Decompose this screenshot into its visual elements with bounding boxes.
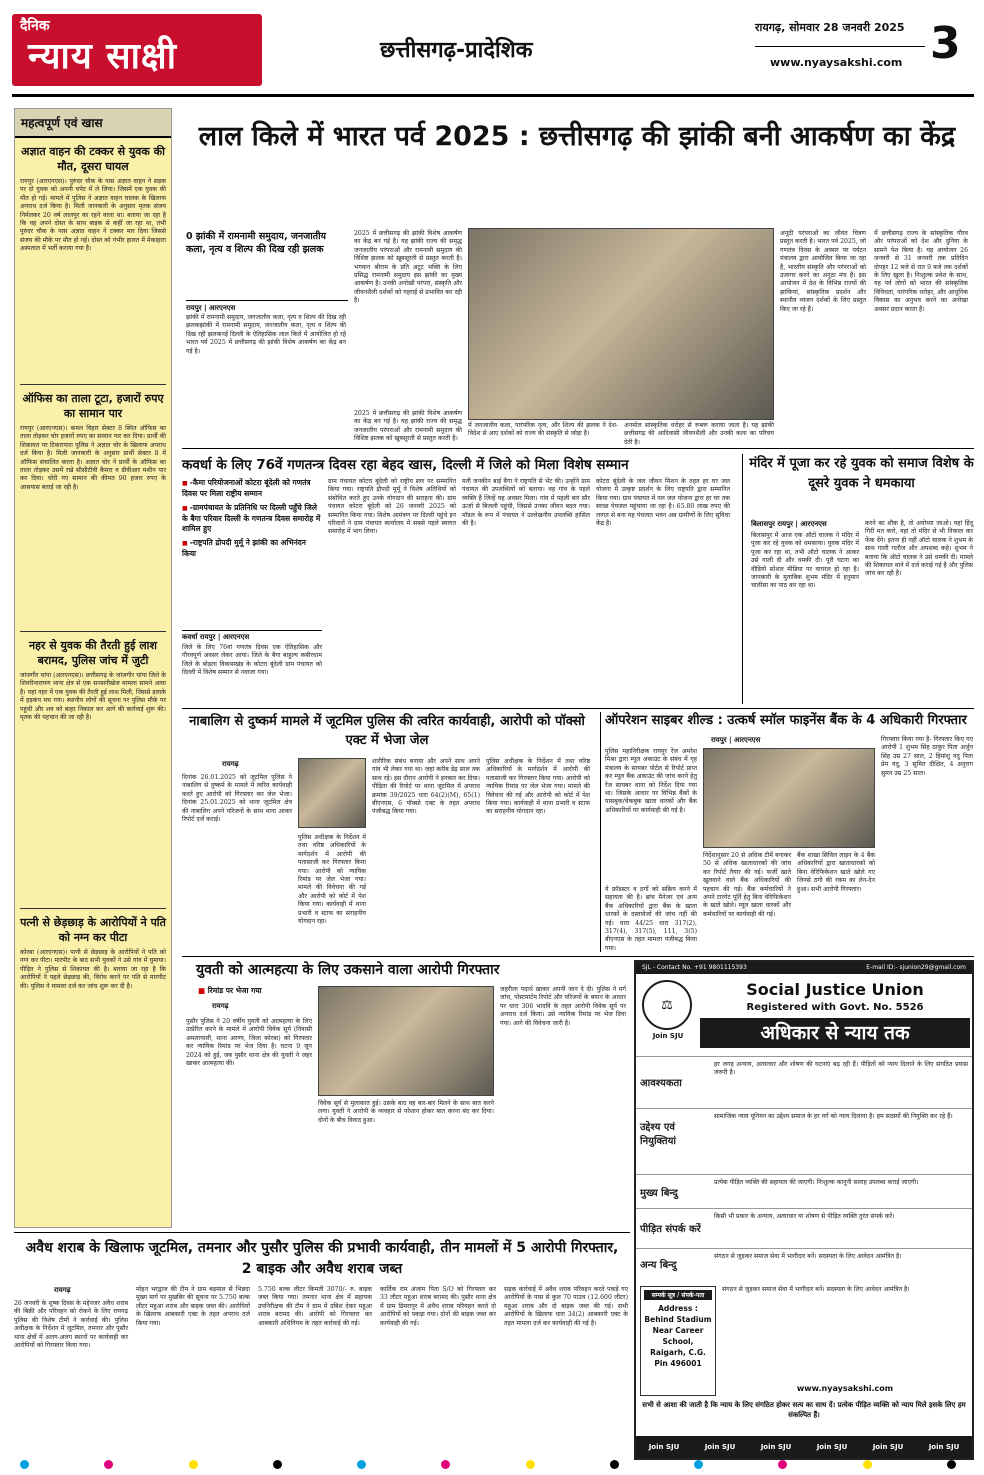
sju-row-text: हर जगह अन्याय, अत्याचार और शोषण की घटनाएं बढ़ रही हैं। पीड़ितों को न्याय दिलाने के लिए संगठित प्रयास जरूरी है। — [714, 1061, 968, 1077]
reg-dot — [441, 1460, 450, 1469]
temple-body: करने का शौक है, तो अयोध्या जाओ। यहां हिंदू गिरी मत करो, यहां तो मंदिर से भी निकाल कर फेंक देंगे। इतना ही नहीं ऑटो चालक ने शुभम के साथ गाली गलौज और अपशब्द कहे। शुभम ने बताया कि ऑटो चालक ने उसे धमकी दी। मामले की शिकायत थाने में दर्ज कराई गई है और पुलिस जांच कर रही है। — [865, 520, 973, 578]
liquor-body: कार्तिक राम अंजाम पिता S/O को गिरफ्तार कर 33 लीटर महुआ शराब बरामद की। पुसौर थाना क्षेत्र में ग्राम ढिमरापुर में अवैध शराब परिवहन करते दो आरोपियों को पकड़ा गया। दोनों की बाइक जब्त कर कार्यवाही की गई। — [380, 1286, 496, 1327]
registration-marks — [20, 1460, 964, 1470]
sju-banner: अधिकार से न्याय तक — [700, 1018, 970, 1048]
suicide-headline: युवती को आत्महत्या के लिए उकसाने वाला आरोपी गिरफ्तार — [196, 962, 500, 978]
section-rule — [182, 708, 974, 709]
temple-story[interactable] — [742, 454, 974, 704]
kawardha-story[interactable] — [182, 454, 732, 704]
temple-headline: मंदिर में पूजा कर रहे युवक को समाज विशेष के दूसरे युवक ने धमकाया — [749, 456, 974, 491]
cyber-headline: ऑपरेशन साइबर शील्ड : उत्कर्ष स्मॉल फाइनेंस बैंक के 4 अधिकारी गिरफ्तार — [605, 713, 967, 728]
section-rule — [182, 448, 974, 449]
sju-row — [636, 1056, 972, 1108]
kawardha-bullet: ■ -कैमा परियोजनाओं कोटरा बूंदेली को गणतंत्र दिवस पर मिला राष्ट्रीय सम्मान — [182, 478, 322, 499]
masthead-prefix: दैनिक — [20, 18, 50, 34]
lead-photo-tableau — [468, 228, 774, 420]
reg-dot — [104, 1460, 113, 1469]
cyber-dateline: रायपुर | आरएनएस — [711, 736, 761, 744]
temple-dateline: बिलासपुर रायपुर | आरएनएस — [751, 520, 827, 528]
sju-row-label: आवश्यकता — [640, 1078, 682, 1089]
sidebar-story-title: अज्ञात वाहन की टक्कर से युवक की मौत, दूसरा घायल — [21, 145, 165, 173]
sju-join-chip[interactable]: Join SJU — [704, 1443, 736, 1451]
suicide-kicker: ■ रिमांड पर भेजा गया — [198, 986, 262, 995]
reg-dot — [526, 1460, 535, 1469]
lead-body: 2025 में छत्तीसगढ़ की झांकी विशेष आकर्षण का केंद्र बन गई है। यह झांकी राज्य की समृद्ध जनजातीय परंपराओं और रामनामी समुदाय की विशिष्ट झलक को खूबसूरती से प्रस्तुत करती है। भगवान श्रीराम के प्रति अटूट भक्ति के लिए प्रसिद्ध रामनामी समुदाय इस झांकी का मुख्य आकर्षण है। उनकी अनोखी परंपरा, संस्कृति और जीवनशैली दर्शकों को गहराई से प्रभावित कर रही है। — [354, 230, 462, 305]
liquor-story[interactable] — [14, 1236, 630, 1452]
sidebar-story-body: रायपुर (आरएनएस)। कमल विहार सेक्टर 8 स्थित ऑफिस का ताला तोड़कर चोर हजारों रुपए का सामान पार कर दिया। प्रार्थी की शिकायत पर टिकरापारा पुलिस ने अज्ञात चोर के खिलाफ अपराध दर्ज किया है। मिली जानकारी के अनुसार प्रार्थी सेक्टर 8 में ऑफिस संचालित करता है। अज्ञात चोर ने प्रार्थी के ऑफिस का ताला तोड़कर उसमें रखे सीसीटीवी कैमरा व डीवीआर मशीन पार कर दिया। चोरी गए सामान की कीमत 90 हजार रुपए के आसपास बताई जा रही है। — [20, 425, 166, 491]
sju-join-chip[interactable]: Join SJU — [760, 1443, 792, 1451]
reg-dot — [357, 1460, 366, 1469]
sidebar-story-body: कोरबा (आरएनएस)। पत्नी से छेड़छाड़ के आरोपियों ने पति को नग्न कर पीटा। मारपीट के बाद सभी युवकों ने उसे गांव में घुमाया। पीड़ित ने पुलिस से शिकायत की है। बताया जा रहा है कि आरोपियों ने पहले छेड़छाड़ की, विरोध करने पर पति से मारपीट की। पुलिस ने मामला दर्ज कर जांच शुरू कर दी है। — [20, 949, 166, 990]
liquor-body: सड़क कार्रवाई में अवैध शराब परिवहन करते पकड़े गए आरोपियों के पास से कुल 70 पाउच (12.600 लीटर) महुआ शराब और दो बाइक जब्त की गई। सभी आरोपियों के खिलाफ धारा 34(2) आबकारी एक्ट के तहत मामला दर्ज कर कार्यवाही की गई है। — [504, 1286, 628, 1327]
sju-footer: सभी से आशा की जाती है कि न्याय के लिए संगठित होकर सत्य का साथ दें। प्रत्येक पीड़ित व्यक्ति को न्याय मिले इसके लिए हम संकल्पित हैं। — [642, 1400, 966, 1419]
lead-dateline: रायपुर | आरएनएस — [186, 300, 348, 313]
sju-org-name: Social Justice Union — [746, 980, 924, 999]
kawardha-body: जिले के लिए 76वां गणतंत्र दिवस एक ऐतिहासिक और गौरवपूर्ण अवसर लेकर आया। जिले के बैगा बाहुल्य कबीरधाम जिले के बोड़ला विकासखंड के कोटरा बूंदेली ग्राम पंचायत को दिल्ली में विशेष सम्मान से नवाजा गया। — [182, 644, 322, 677]
reg-dot — [273, 1460, 282, 1469]
temple-body: बिलासपुर में आज एक ऑटो चालक ने मंदिर में पूजा कर रहे युवक को धमकाया। युवक मंदिर में पूजा कर रहा था, तभी ऑटो चालक ने आकर उसे गाली दी और धमकी दी। पूरी घटना का वीडियो सोशल मीडिया पर वायरल हो रहा है। जानकारी के मुताबिक शुभम मंदिर में हनुमान चालीसा का पाठ कर रहा था। — [751, 532, 859, 590]
reg-dot — [694, 1460, 703, 1469]
liquor-body: मोहन भरद्वाज की टीम ने ग्राम बड़माल से भिन्नदा मुख्य मार्ग पर मुखबिर की सूचना पर 5.750 बल्क लीटर महुआ शराब और बाइक जब्त की। आरोपियों के खिलाफ आबकारी एक्ट के तहत अपराध दर्ज किया गया। — [136, 1286, 250, 1327]
page-number: 3 — [930, 18, 961, 69]
kawardha-headline: कवर्धा के लिए 76वें गणतन्त्र दिवस रहा बेहद खास, दिल्ली में जिले को मिला विशेष सम्मान — [182, 457, 629, 473]
dateline: रायगढ़, सोमवार 28 जनवरी 2025 — [755, 21, 905, 34]
section-rule — [182, 956, 974, 957]
reg-dot — [863, 1460, 872, 1469]
sju-contact-bar — [636, 962, 972, 974]
cyber-body: ये फ्रॉडस्टर व ठगों को सक्रिय करने में सहायता की है। ब्रांच मैनेजर एवं अन्य बैंक अधिकारियों द्वारा बैंक के खाता धारकों के दस्तावेजों की जांच नहीं की गई। धारा 44/25 धारा 317(2), 317(4), 317(5), 111, 3(5) बीएनएस के तहत मामला पंजीबद्ध किया गया। — [605, 886, 697, 952]
kawardha-dateline: कवर्धा रायपुर | आरएनएस — [182, 630, 322, 642]
cyber-photo-officers — [703, 748, 875, 848]
sju-row — [636, 1174, 972, 1208]
lead-body: में छत्तीसगढ़ राज्य के सांस्कृतिक गौरव और परंपराओं को देश और दुनिया के सामने पेश किया है। यह आयोजन 26 जनवरी से 31 जनवरी तक प्रतिदिन दोपहर 12 बजे से रात 9 बजे तक दर्शकों के लिए खुला है। निःशुल्क प्रवेश के साथ, यह पर्व लोगों को भारत की सांस्कृतिक विविधता, पारंपरिक धरोहर, और आधुनिक विकास का अनुभव करने का अनोखा अवसर प्रदान करता है। — [874, 230, 968, 313]
sju-join-label[interactable]: Join SJU — [652, 1032, 684, 1040]
section-title: छत्तीसगढ़-प्रादेशिक — [380, 38, 533, 63]
sju-join-chip[interactable]: Join SJU — [648, 1443, 680, 1451]
sju-ad[interactable] — [634, 960, 974, 1460]
sidebar-story[interactable] — [15, 638, 171, 902]
sju-join-chip[interactable]: Join SJU — [816, 1443, 848, 1451]
sju-row-text: प्रत्येक पीड़ित व्यक्ति की सहायता की जाएगी। निःशुल्क कानूनी सलाह उपलब्ध कराई जाएगी। — [714, 1179, 919, 1186]
website-link[interactable]: www.nyaysakshi.com — [770, 56, 903, 69]
sju-points: संगठन से जुड़कर समाज सेवा में भागीदार बनें। सदस्यता के लिए आवेदन आमंत्रित है। — [722, 1286, 910, 1293]
sidebar-story-title: पत्नी से छेड़छाड़ के आरोपियों ने पति को नग्न कर पीटा — [20, 916, 166, 944]
suicide-body: पुसौर पुलिस ने 20 वर्षीय युवती को आत्महत्या के लिए उत्प्रेरित करने के मामले में आरोपी विवेक सूर्य (निवासी अमलापाली, थाना अरण्य, जिला कोरबा) को गिरफ्तार कर न्यायिक रिमांड पर भेज दिया है। घटना 9 जून 2024 को हुई, जब पुसौर थाना क्षेत्र की युवती ने जहर खाकर आत्महत्या की। — [186, 1018, 312, 1068]
sidebar-story-title: ऑफिस का ताला टूटा, हजारों रुपए का सामान पार — [22, 392, 164, 420]
lead-body: झांकी में रामनामी समुदाय, जनजातीय कला, नृत्य व शिल्प की दिख रही झलकझांकी में रामनामी समुदाय, जनजातीय कला, नृत्य व शिल्प की दिख रही झलकनई दिल्ली के ऐतिहासिक लाल किले में आयोजित हो रहे भारत पर्व 2025 में छत्तीसगढ़ की झांकी विशेष आकर्षण का केंद्र बन गई है। — [186, 314, 346, 355]
sju-website[interactable]: www.nyaysakshi.com — [796, 1384, 894, 1393]
lead-story[interactable] — [182, 112, 972, 446]
liquor-headline: अवैध शराब के खिलाफ जूटमिल, तमनार और पुसौर पुलिस की प्रभावी कार्यवाही, तीन मामलों में 5 आरोपी गिरफ्तार, 2 बाइक और अवैध शराब जब्त — [25, 1240, 619, 1277]
sju-row — [636, 1248, 972, 1278]
masthead-title: न्याय साक्षी — [28, 36, 178, 77]
sju-row-label: मुख्य बिन्दु — [640, 1188, 678, 1199]
suicide-dateline: रायगढ़ — [212, 1002, 229, 1010]
suicide-story[interactable] — [182, 960, 628, 1228]
pocso-photo — [298, 758, 366, 828]
masthead-logo[interactable] — [12, 14, 262, 86]
reg-dot — [610, 1460, 619, 1469]
sju-email: E-mail ID:- sjunion29@gmail.com — [866, 964, 966, 971]
sidebar-story[interactable] — [15, 391, 171, 625]
sidebar-story[interactable] — [15, 915, 171, 1229]
sidebar — [14, 108, 172, 1228]
sju-logo: ⚖ — [642, 980, 692, 1030]
lead-headline: लाल किले में भारत पर्व 2025 : छत्तीसगढ़ की झांकी बनी आकर्षण का केंद्र — [198, 121, 956, 152]
sju-row-text: संगठन से जुड़कर समाज सेवा में भागीदार बनें। सदस्यता के लिए आवेदन आमंत्रित है। — [714, 1253, 902, 1260]
sidebar-story-body: जांजगीर चांपा (आरएनएस)। छत्तीसगढ़ के जांजगीर चांपा जिले के शिवरीनारायण थाना क्षेत्र से एक सनसनीखेज मामला सामने आया है। यहां नहर में एक युवक की तैरती हुई लाश मिली, जिससे इलाके में हड़कंप मच गया। स्थानीय लोगों की सूचना पर पुलिस मौके पर पहुंची और शव को बाहर निकाल कर आगे की कार्रवाई शुरू की। मृतक की पहचान की जा रही है। — [20, 672, 166, 722]
cyber-body: पुलिस महानिरीक्षक रायपुर रेंज अमरेश मिश्रा द्वारा म्यूल अकाउंट के संबंध में गृह मंत्रालय के सायबर पोर्टल से रिपोर्ट प्राप्त कर म्यूल बैंक अकाउंट की जांच करने हेतु रेंज सायबर थाना को निर्देश दिया गया था। जिसके आधार पर विभिन्न बैंकों के पासबुक/चेकबुक खाता धारकों और बैंक अधिकारियों पर कार्यवाही की गई है। — [605, 748, 697, 814]
suicide-photo — [318, 986, 494, 1096]
liquor-body: 26 जनवरी के शुष्क दिवस के मद्देनजर अवैध शराब की बिक्री और परिवहन को रोकने के लिए रायगढ़ पुलिस की विशेष टीमों ने कार्रवाई की। पुलिस अधीक्षक के निर्देशन में जूटमिल, तमनार और पुसौर थाना क्षेत्रों में अलग-अलग स्थानों पर कार्यवाही कर आरोपियों को गिरफ्तार किया गया। — [14, 1300, 128, 1350]
sju-row-label: पीड़ित संपर्क करें — [640, 1224, 701, 1235]
lead-body: अनूठी परंपराओं का जीवंत चित्रण प्रस्तुत करती है। भारत पर्व 2025, जो गणतंत्र दिवस के अवसर पर पर्यटन मंत्रालय द्वारा आयोजित किया जा रहा है, भारतीय संस्कृति और परंपराओं को उजागर करने का अनूठा मंच है। इस आयोजन में देश के विभिन्न राज्यों की झांकियां, सांस्कृतिक प्रदर्शन और स्थानीय व्यंजन दर्शकों के लिए प्रस्तुत किए जा रहे हैं। — [780, 230, 866, 313]
sidebar-story-body: रायपुर (आरएनएस)। पुरुंदर चौक के पास अज्ञात वाहन ने सड़क पर दो युवक को अपनी चपेट में ले लिया। जिसमें एक युवक की मौत हो गई। मामले में पुलिस ने अज्ञात वाहन चालक के खिलाफ अपराध दर्ज किया है। मिली जानकारी के अनुसार मृतक संजय निर्मलकर 20 वर्ष लालपुर का रहने वाला था। बताया जा रहा है कि वह अपने दोस्त के साथ बाइक से कहीं जा रहा था, तभी पुरुंदर चौक के पास अज्ञात वाहन ने टक्कर मार दिया जिससे संजय की मौके पर मौत हो गई। दोस्त को गंभीर हालत में मेकाहारा अस्पताल में भर्ती कराया गया है। — [20, 178, 166, 253]
sidebar-story-title: नहर से युवक की तैरती हुई लाश बरामद, पुलिस जांच में जुटी — [28, 639, 158, 667]
lead-caption: में जनजातीय कला, पारंपरिक नृत्य, और शिल्प की झलक ने देश-विदेश से आए दर्शकों को राज्य की संस्कृति से जोड़ा है। — [468, 422, 618, 438]
suicide-body: जहरीला पदार्थ खाकर अपनी जान दे दी। पुलिस ने मर्ग जांच, पोस्टमार्टम रिपोर्ट और परिजनों के बयान के आधार पर धारा 306 भादवि के तहत आरोपी विवेक सूर्य पर अपराध दर्ज किया। उसे न्यायिक रिमांड पर भेज दिया गया। आगे की विवेचना जारी है। — [500, 986, 626, 1027]
reg-dot — [947, 1460, 956, 1469]
sju-registration: Registered with Govt. No. 5526 — [746, 1002, 924, 1013]
sju-address: Address : Behind Stadium Near Career School, Raigarh, C.G. Pin 496001 — [644, 1304, 712, 1368]
sju-row — [636, 1108, 972, 1174]
sju-address-box — [640, 1286, 716, 1396]
cyber-body: बैंक शाखा सिविल लाइन के 4 बैंक अधिकारियों द्वारा खाताधारकों को बिना वेरिफिकेशन खाते खोले गए जिनसे ठगी की रकम का लेन-देन हुआ। सभी आरोपी गिरफ्तार। — [797, 852, 875, 893]
sju-join-strip — [636, 1436, 972, 1458]
liquor-body: 5.750 बल्क लीटर किमती 3070/- रु. बाइक जब्त किया गया। तमनार थाना क्षेत्र में सहायक उपनिरीक्षक की टीम ने ग्राम में दबिश देकर महुआ शराब बरामद की। आरोपी को गिरफ्तार कर आबकारी अधिनियम के तहत कार्रवाई की गई। — [258, 1286, 372, 1327]
lead-kicker: 0 झांकी में रामनामी समुदाय, जनजातीय कला, नृत्य व शिल्प की दिख रही झलक — [186, 231, 327, 255]
pocso-body: शारीरिक संबंध बनाया और अपने साथ अपने गांव भी लेकर गया था। जहां करीब डेढ़ साल तक साथ रहे। इस दौरान आरोपी ने इनकार कर दिया। पीड़िता की रिपोर्ट पर थाना जूटमिल में अपराध क्रमांक 39/2025 धारा 64(2)(M), 65(1) बीएनएस, 6 पॉक्सो एक्ट के तहत अपराध पंजीबद्ध किया गया। — [372, 758, 480, 816]
cyber-body: निर्देशानुसार 20 से अधिक टीमें बनाकर 50 से अधिक खाताधारकों की जांच कर रिपोर्ट तैयार की गई। फर्जी खाते खुलवाने वाले बैंक अधिकारियों की पहचान की गई। बैंक कर्मचारियों ने अपने टारगेट पूर्ति हेतु बिना वेरिफिकेशन के खाते खोले। म्यूल खाता धारकों और कर्मचारियों पर कार्यवाही की गई। — [703, 852, 791, 918]
sju-row-label: अन्य बिन्दु — [640, 1260, 677, 1271]
pocso-body: पुलिस अधीक्षक के निर्देशन में तथा वरिष्ठ अधिकारियों के मार्गदर्शन में आरोपी की पतासाजी कर गिरफ्तार किया गया। आरोपी को न्यायिक रिमांड पर जेल भेजा गया। मामले की विवेचना की गई और आरोपी को कोर्ट में पेश किया गया। कार्यवाही में थाना प्रभारी व स्टाफ का सराहनीय योगदान रहा। — [486, 758, 590, 816]
reg-dot — [20, 1460, 29, 1469]
cyber-story[interactable] — [600, 712, 974, 952]
sidebar-heading: महत्वपूर्ण एवं खास — [15, 109, 171, 138]
masthead-divider — [755, 46, 925, 47]
kawardha-body: कोटरा बूंदेली के जल जीवन मिशन के तहत हर घर जल योजना में उत्कृष्ट प्रदर्शन के लिए राष्ट्रपति द्वारा सम्मानित किया गया। ग्राम पंचायत में नल जल योजना द्वारा हर घर तक स्वच्छ पेयजल पहुंचाया जा रहा है। 65.80 लाख रुपए की लागत से बना यह पंचायत भवन अब ग्रामीणों के लिए सुविधा केंद्र है। — [596, 478, 730, 528]
sju-row-text: किसी भी प्रकार के अन्याय, अत्याचार या शोषण से पीड़ित व्यक्ति तुरंत संपर्क करें। — [714, 1213, 895, 1220]
sidebar-story[interactable] — [15, 138, 171, 378]
kawardha-body: ग्राम पंचायत कोटरा बूंदेली को राष्ट्रीय स्तर पर सम्मानित किया गया। राष्ट्रपति द्रौपदी मुर्मू ने विशेष अतिथियों को संबोधित करते हुए उनके योगदान की सराहना की। ग्राम पंचायत कोटरा बूंदेली को 26 जनवरी 2025 को सम्मानित किया गया। विशेष आमंत्रण पर दिल्ली पहुंचे इन परिवारों ने ग्राम पंचायत कार्यालय में सबसे पहले स्वागत समारोह में भाग लिया। — [328, 478, 456, 536]
reg-dot — [189, 1460, 198, 1469]
masthead-rule — [12, 94, 974, 97]
sju-row-text: सामाजिक न्याय यूनियन का उद्देश्य समाज के हर वर्ग को न्याय दिलाना है। हम सदस्यों की नियुक्ति कर रहे हैं। — [714, 1113, 953, 1120]
pocso-headline: नाबालिग से दुष्कर्म मामले में जूटमिल पुलिस की त्वरित कार्यवाही, आरोपी को पॉक्सो एक्ट में भेजा जेल — [189, 714, 585, 748]
pocso-body: दिनांक 26.01.2025 को जूटमिल पुलिस ने नाबालिग से दुष्कर्म के मामले में त्वरित कार्यवाही करते हुए आरोपी को गिरफ्तार कर जेल भेजा। दिनांक 25.01.2025 को थाना जूटमिल क्षेत्र की नाबालिग अपने परिजनों के साथ थाना आकर रिपोर्ट दर्ज कराई। — [182, 774, 292, 824]
pocso-story[interactable] — [182, 712, 592, 952]
reg-dot — [778, 1460, 787, 1469]
section-rule — [14, 1232, 630, 1233]
sju-contact: SJL - Contact No. +91 9801115393 — [642, 964, 747, 971]
pocso-body: पुलिस अधीक्षक के निर्देशन में तथा वरिष्ठ अधिकारियों के मार्गदर्शन में आरोपी की पतासाजी कर गिरफ्तार किया गया। आरोपी को न्यायिक रिमांड पर जेल भेजा गया। मामले की विवेचना की गई और आरोपी को कोर्ट में पेश किया गया। कार्यवाही में थाना प्रभारी व स्टाफ का सराहनीय योगदान रहा। — [298, 834, 366, 926]
lead-caption: 2025 में छत्तीसगढ़ की झांकी विशेष आकर्षण का केंद्र बन गई है। यह झांकी राज्य की समृद्ध जनजातीय परंपराओं और रामनामी समुदाय की विशिष्ट झलक को खूबसूरती से प्रस्तुत करती है। — [354, 410, 462, 443]
suicide-body: विवेक सूर्य से मुलाकात हुई। उसके बाद वह बार-बार मिलने के साथ बात करने लगा। युवती ने आरोपी के व्यवहार से परेशान होकर बात करना बंद कर दिया। दोनों के बीच विवाद हुआ। — [318, 1100, 494, 1124]
pocso-dateline: रायगढ़ — [222, 760, 239, 768]
sju-row-label: उद्देश्य एवं नियुक्तियां — [640, 1122, 676, 1147]
cyber-body: गिरफ्तार किया गया है- गिरफ्तार किए गए आरोपी 1 शुभम सिंह ठाकुर पिता अर्जुन सिंह उम्र 27 साल, 2 हिमांशु यदु पिता प्रेम यदु, 3 सुमित दीक्षित, 4 अनुराग सुमन उम्र 25 साल। — [881, 736, 973, 777]
kawardha-body: मती जनकीन बाई बैगा ने राष्ट्रपति से भेंट की। उन्होंने ग्राम पंचायत की उपलब्धियों को बताया। वह गांव के पहले व्यक्ति हैं जिन्हें यह अवसर मिला। गांव में पहली बार सौर ऊर्जा से बिजली पहुंची, जिससे उनका जीवन बदल गया। मॉडल के रूप में पंचायत ने उल्लेखनीय उपलब्धि हासिल की है। — [462, 478, 590, 528]
sju-join-chip[interactable]: Join SJU — [872, 1443, 904, 1451]
suicide-kicker-text: रिमांड पर भेजा गया — [207, 986, 262, 995]
sju-row — [636, 1208, 972, 1248]
sju-address-title: सम्पर्क सूत्र / संपर्क-पता — [644, 1290, 712, 1300]
sju-join-chip[interactable]: Join SJU — [928, 1443, 960, 1451]
lead-caption: अनमोल सांस्कृतिक धरोहर से रूबरू कराया जाता है। यह झांकी छत्तीसगढ़ की आदिवासी जीवनशैली और उनकी कला का परिचय देती है। — [624, 422, 774, 446]
liquor-dateline: रायगढ़ — [54, 1286, 71, 1294]
kawardha-bullet: ■ -ग्रामपंचायत के प्रतिनिधि पर दिल्ली पहुँचे जिले के बैगा परिवार दिल्ली के गणतन्त्र दिवस समारोह में शामिल हुए — [182, 503, 322, 534]
kawardha-bullet: ■ -राष्ट्रपति द्रोपदी मुर्मू ने झांकी का अभिनंदन किया — [182, 538, 322, 559]
